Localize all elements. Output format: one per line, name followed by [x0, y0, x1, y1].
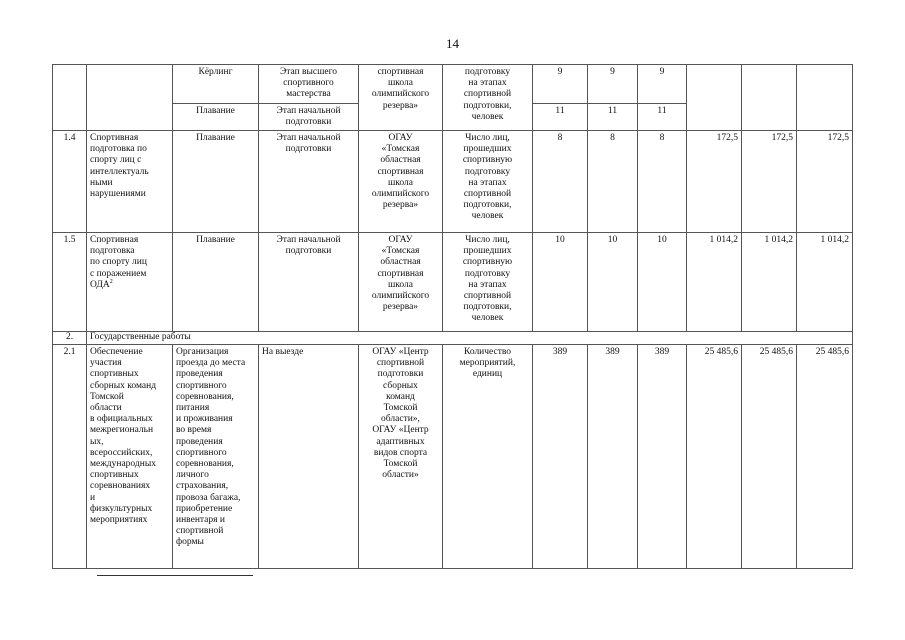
cell-content: Организация проезда до места проведения спортивного соревнования, питания и проживания во время проведения спортивного соревнования, личного страхования, провоза багажа, приобретение инвентаря и спортивной формы [173, 345, 259, 569]
cell-finance: 172,5 [687, 131, 742, 233]
cell-value: 389 [533, 345, 588, 569]
cell-value: 10 [638, 233, 687, 332]
cell-finance: 25 485,6 [797, 345, 853, 569]
cell-value: 11 [533, 103, 588, 130]
cell-sport: Плавание [173, 233, 259, 332]
cell-name: Обеспечение участия спортивных сборных команд Томской области в официальных межрегиональн ых, всероссийских, международных спортивных соревнованиях и физкультурных мероприятиях [87, 345, 173, 569]
cell-value: 11 [588, 103, 638, 130]
cell-finance: 25 485,6 [687, 345, 742, 569]
cell-stage: Этап высшего спортивного мастерства [259, 65, 359, 104]
cell-indicator: Число лиц, прошедших спортивную подготовку на этапах спортивной подготовки, человек [443, 131, 533, 233]
cell-org: ОГАУ «Томская областная спортивная школа олимпийского резерва» [359, 131, 443, 233]
cell-finance: 172,5 [742, 131, 797, 233]
cell-finance: 1 014,2 [687, 233, 742, 332]
cell-indicator: Число лиц, прошедших спортивную подготовку на этапах спортивной подготовки, человек [443, 233, 533, 332]
cell-stage: Этап начальной подготовки [259, 103, 359, 130]
section-row [53, 332, 853, 345]
cell-indicator: Количество мероприятий, единиц [443, 345, 533, 569]
section-title: Государственные работы [87, 332, 853, 345]
footnote-separator [97, 575, 253, 576]
cell-value: 11 [638, 103, 687, 130]
cell-value: 10 [533, 233, 588, 332]
cell-empty [687, 65, 742, 131]
cell-org: ОГАУ «Томская областная спортивная школа олимпийского резерва» [359, 233, 443, 332]
cell-org: спортивная школа олимпийского резерва» [359, 65, 443, 131]
cell-value: 10 [588, 233, 638, 332]
cell-org: ОГАУ «Центр спортивной подготовки сборных команд Томской области», ОГАУ «Центр адаптивных видов спорта Томской области» [359, 345, 443, 569]
cell-value: 8 [588, 131, 638, 233]
cell-empty [742, 65, 797, 131]
cell-sport: Кёрлинг [173, 65, 259, 104]
cell-number: 1.5 [53, 233, 87, 332]
cell-value: 389 [638, 345, 687, 569]
table-row [53, 65, 853, 104]
cell-number: 2. [53, 332, 87, 345]
cell-value: 9 [588, 65, 638, 104]
cell-empty [53, 65, 87, 131]
cell-stage: Этап начальной подготовки [259, 131, 359, 233]
cell-value: 8 [533, 131, 588, 233]
cell-empty [87, 65, 173, 131]
cell-name-text: Спортивная подготовка по спорту лиц с поражением ОДА [90, 235, 147, 290]
cell-finance: 25 485,6 [742, 345, 797, 569]
cell-stage: Этап начальной подготовки [259, 233, 359, 332]
cell-value: 8 [638, 131, 687, 233]
cell-finance: 172,5 [797, 131, 853, 233]
cell-empty [797, 65, 853, 131]
table-row [53, 345, 853, 569]
cell-stage: На выезде [259, 345, 359, 569]
cell-name: Спортивная подготовка по спорту лиц с интеллектуаль ными нарушениями [87, 131, 173, 233]
cell-indicator: подготовку на этапах спортивной подготовки, человек [443, 65, 533, 131]
table-row [53, 233, 853, 332]
cell-value: 9 [533, 65, 588, 104]
cell-finance: 1 014,2 [797, 233, 853, 332]
cell-value: 9 [638, 65, 687, 104]
table-row [53, 131, 853, 233]
cell-number: 2.1 [53, 345, 87, 569]
footnote-marker: 2 [109, 278, 113, 285]
page-number: 14 [446, 36, 459, 51]
cell-sport: Плавание [173, 131, 259, 233]
cell-value: 389 [588, 345, 638, 569]
cell-finance: 1 014,2 [742, 233, 797, 332]
cell-sport: Плавание [173, 103, 259, 130]
cell-name [87, 233, 173, 332]
data-table [52, 64, 853, 569]
cell-number: 1.4 [53, 131, 87, 233]
